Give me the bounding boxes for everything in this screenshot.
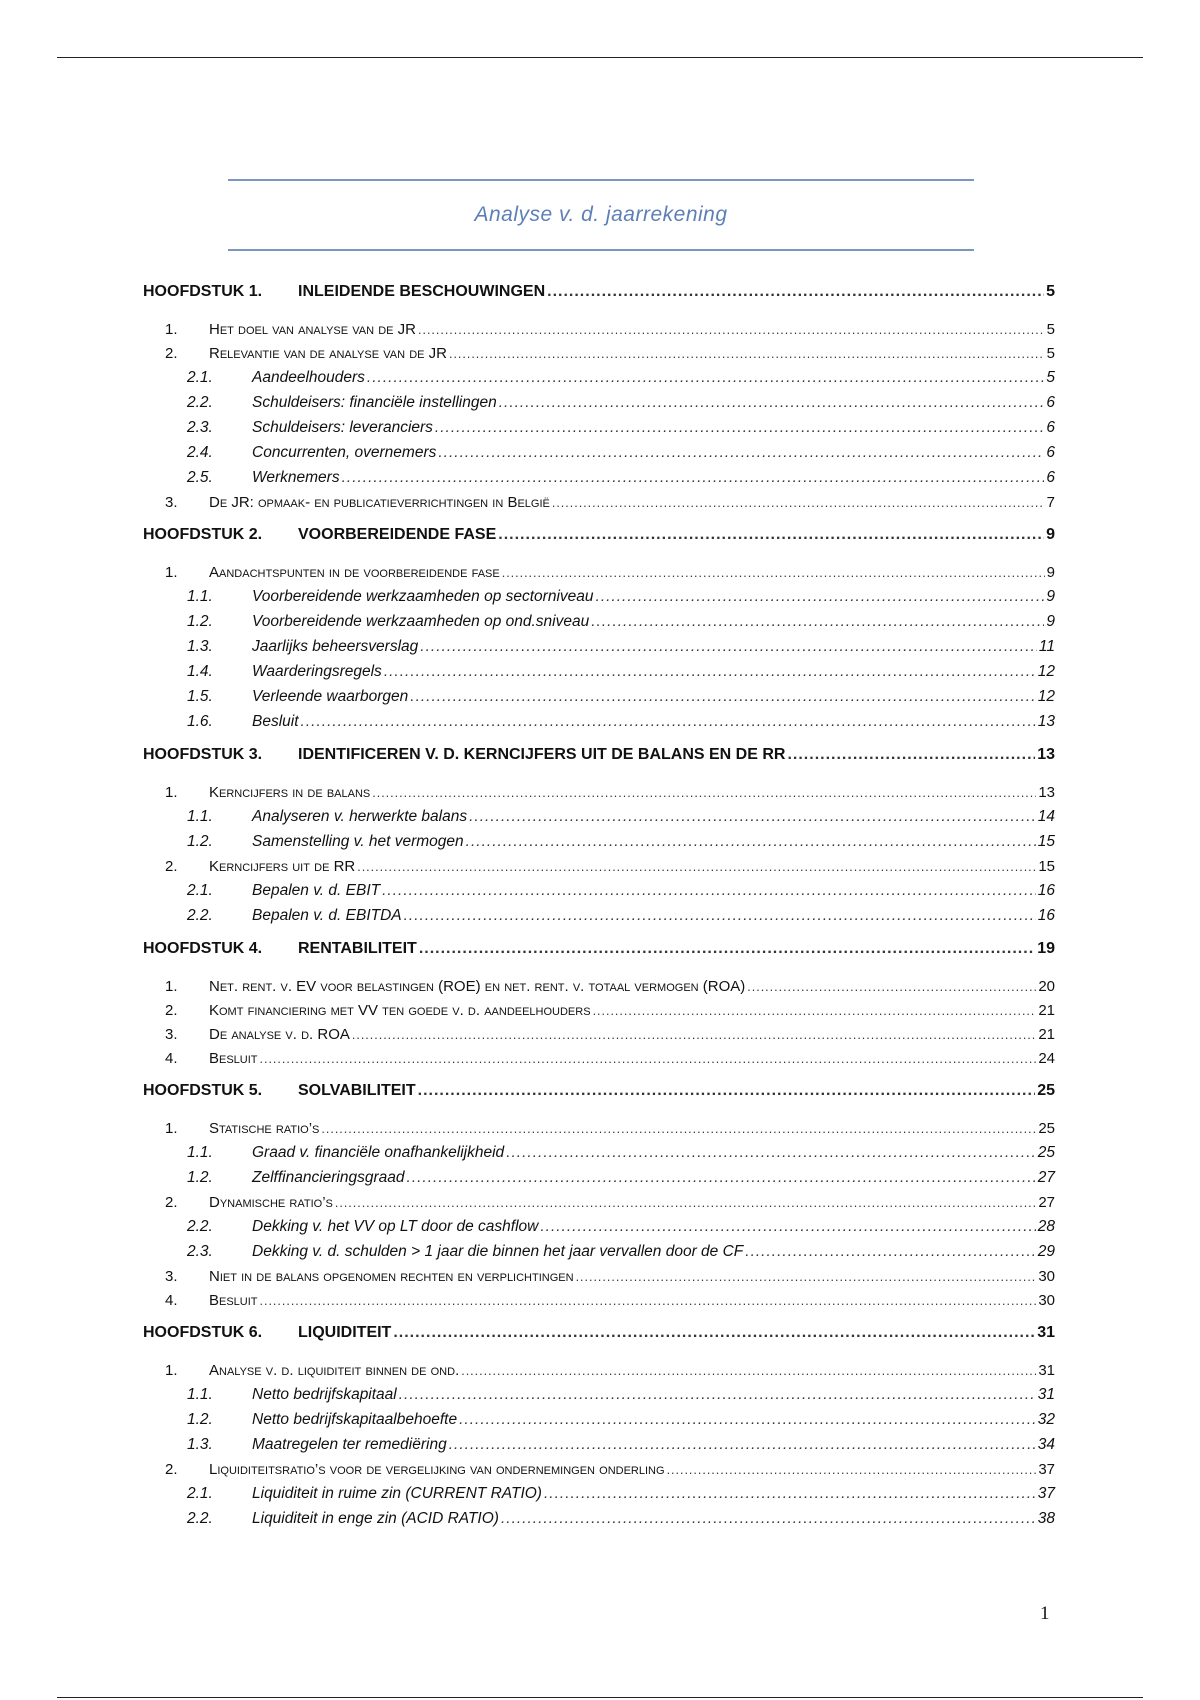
- dot-leader: [420, 638, 1037, 656]
- toc-entry-page: 31: [1037, 1386, 1055, 1403]
- toc-entry-page: 15: [1037, 833, 1055, 850]
- toc-entry-number: 2.: [165, 858, 178, 875]
- toc-entry-page: 9: [1046, 588, 1055, 605]
- toc-entry-page: 7: [1046, 494, 1055, 511]
- toc-entry-page: 5: [1046, 321, 1055, 338]
- dot-leader: [321, 1122, 1036, 1136]
- toc-entry-number: HOOFDSTUK 2.: [143, 526, 263, 543]
- dot-leader: [576, 1270, 1037, 1284]
- toc-entry-title: Werknemers: [252, 469, 340, 486]
- page-number: 1: [1040, 1603, 1050, 1624]
- dot-leader: [449, 347, 1045, 361]
- toc-entry-number: 3.: [165, 494, 178, 511]
- toc-entry-title: Concurrenten, overnemers: [252, 444, 437, 461]
- dot-leader: [499, 394, 1045, 412]
- toc-entry-title: Graad v. financiële onafhankelijkheid: [252, 1144, 505, 1161]
- toc-entry-page: 31: [1037, 1324, 1055, 1341]
- toc-section-entry[interactable]: [143, 1218, 1055, 1243]
- toc-entry-number: 2.1.: [187, 369, 213, 386]
- dot-leader: [502, 566, 1045, 580]
- toc-entry-number: 4.: [165, 1050, 178, 1067]
- toc-entry-page: 9: [1046, 564, 1055, 581]
- toc-entry-page: 6: [1046, 394, 1055, 411]
- dot-leader: [418, 1082, 1036, 1100]
- toc-entry-page: 30: [1038, 1268, 1055, 1285]
- toc-entry-page: 15: [1038, 858, 1055, 875]
- toc-entry-number: 3.: [165, 1268, 178, 1285]
- dot-leader: [787, 746, 1035, 764]
- toc-entry-page: 25: [1037, 1082, 1055, 1099]
- toc-entry-page: 19: [1037, 940, 1055, 957]
- toc-entry-title: Netto bedrijfskapitaal: [252, 1386, 397, 1403]
- toc-entry-number: 1.4.: [187, 663, 213, 680]
- toc-entry-title: Het doel van analyse van de JR: [209, 321, 416, 338]
- dot-leader: [399, 1386, 1036, 1404]
- toc-section-entry[interactable]: [143, 638, 1055, 663]
- toc-entry-page: 6: [1046, 469, 1055, 486]
- dot-leader: [367, 369, 1044, 387]
- toc-section-entry[interactable]: [143, 419, 1055, 444]
- toc-entry-title: Besluit: [209, 1050, 258, 1067]
- toc-entry-title: INLEIDENDE BESCHOUWINGEN: [298, 283, 546, 300]
- toc-entry-page: 5: [1046, 345, 1055, 362]
- toc-entry-number: 2.: [165, 1461, 178, 1478]
- document-title: Analyse v. d. jaarrekening: [474, 203, 728, 226]
- toc-entry-number: 1.3.: [187, 638, 213, 655]
- toc-entry-title: De JR: opmaak- en publicatieverrichtingen in België: [209, 494, 550, 511]
- dot-leader: [352, 1028, 1036, 1042]
- toc-entry-page: 6: [1046, 419, 1055, 436]
- dot-leader: [372, 786, 1036, 800]
- dot-leader: [591, 613, 1044, 631]
- toc-entry-title: Dynamische ratio’s: [209, 1194, 333, 1211]
- dot-leader: [745, 1243, 1035, 1261]
- toc-chapter-entry[interactable]: [143, 1324, 1055, 1354]
- dot-leader: [438, 444, 1044, 462]
- dot-leader: [459, 1411, 1036, 1429]
- toc-entry-title: Liquiditeit in enge zin (ACID RATIO): [252, 1510, 499, 1527]
- toc-entry-number: 2.2.: [187, 1218, 213, 1235]
- toc-chapter-entry[interactable]: [143, 940, 1055, 970]
- toc-entry-number: 1.2.: [187, 833, 213, 850]
- dot-leader: [410, 688, 1035, 706]
- toc-entry-page: 30: [1038, 1292, 1055, 1309]
- dot-leader: [449, 1436, 1036, 1454]
- toc-entry-number: HOOFDSTUK 5.: [143, 1082, 263, 1099]
- toc-section-entry[interactable]: [143, 1362, 1055, 1386]
- toc-entry-title: Maatregelen ter remediëring: [252, 1436, 447, 1453]
- toc-entry-title: Aandeelhouders: [252, 369, 365, 386]
- toc-entry-page: 21: [1038, 1002, 1055, 1019]
- dot-leader: [593, 1004, 1037, 1018]
- dot-leader: [335, 1196, 1036, 1210]
- toc-section-entry[interactable]: [143, 1050, 1055, 1074]
- toc-entry-number: 1.: [165, 564, 178, 581]
- toc-entry-title: Schuldeisers: financiële instellingen: [252, 394, 497, 411]
- toc-entry-number: 2.4.: [187, 444, 213, 461]
- toc-section-entry[interactable]: [143, 1485, 1055, 1510]
- toc-entry-title: Bepalen v. d. EBIT: [252, 882, 381, 899]
- dot-leader: [747, 980, 1036, 994]
- toc-entry-number: 1.1.: [187, 808, 213, 825]
- toc-section-entry[interactable]: [143, 1510, 1055, 1535]
- toc-entry-page: 20: [1038, 978, 1055, 995]
- toc-section-entry[interactable]: [143, 1411, 1055, 1436]
- toc-entry-number: HOOFDSTUK 6.: [143, 1324, 263, 1341]
- toc-entry-title: Dekking v. d. schulden > 1 jaar die binnen het jaar vervallen door de CF: [252, 1243, 744, 1260]
- dot-leader: [260, 1052, 1037, 1066]
- toc-entry-title: Aandachtspunten in de voorbereidende fase: [209, 564, 500, 581]
- toc-entry-page: 29: [1037, 1243, 1055, 1260]
- dot-leader: [260, 1294, 1037, 1308]
- dot-leader: [469, 808, 1036, 826]
- toc-entry-number: 1.2.: [187, 613, 213, 630]
- dot-leader: [544, 1485, 1036, 1503]
- toc-section-entry[interactable]: [143, 882, 1055, 907]
- toc-section-entry[interactable]: [143, 1002, 1055, 1026]
- toc-entry-number: 2.: [165, 345, 178, 362]
- toc-entry-number: 2.: [165, 1002, 178, 1019]
- dot-leader: [466, 833, 1036, 851]
- toc-section-entry[interactable]: [143, 321, 1055, 345]
- toc-entry-page: 37: [1038, 1461, 1055, 1478]
- toc-entry-title: Komt financiering met VV ten goede v. d. aandeelhouders: [209, 1002, 591, 1019]
- toc-section-entry[interactable]: [143, 808, 1055, 833]
- dot-leader: [540, 1218, 1035, 1236]
- toc-entry-title: De analyse v. d. ROA: [209, 1026, 350, 1043]
- toc-entry-page: 6: [1046, 444, 1055, 461]
- toc-entry-number: 2.3.: [187, 1243, 213, 1260]
- toc-entry-page: 16: [1037, 882, 1055, 899]
- toc-entry-page: 38: [1037, 1510, 1055, 1527]
- toc-entry-title: Bepalen v. d. EBITDA: [252, 907, 402, 924]
- toc-entry-page: 31: [1038, 1362, 1055, 1379]
- toc-entry-title: Samenstelling v. het vermogen: [252, 833, 464, 850]
- toc-chapter-entry[interactable]: [143, 1082, 1055, 1112]
- toc-entry-page: 37: [1037, 1485, 1055, 1502]
- toc-entry-title: Voorbereidende werkzaamheden op ond.sniveau: [252, 613, 590, 630]
- toc-entry-number: 1.: [165, 978, 178, 995]
- toc-entry-number: 4.: [165, 1292, 178, 1309]
- title-block: [228, 179, 974, 251]
- dot-leader: [384, 663, 1036, 681]
- toc-entry-title: Analyse v. d. liquiditeit binnen de ond.: [209, 1362, 460, 1379]
- dot-leader: [357, 860, 1036, 874]
- toc-section-entry[interactable]: [143, 1169, 1055, 1194]
- toc-section-entry[interactable]: [143, 978, 1055, 1002]
- toc-entry-number: 1.2.: [187, 1411, 213, 1428]
- toc-section-entry[interactable]: [143, 663, 1055, 688]
- toc-section-entry[interactable]: [143, 345, 1055, 369]
- dot-leader: [552, 496, 1045, 510]
- toc-entry-title: Relevantie van de analyse van de JR: [209, 345, 447, 362]
- toc-chapter-entry[interactable]: [143, 746, 1055, 776]
- toc-entry-title: Verleende waarborgen: [252, 688, 409, 705]
- toc-section-entry[interactable]: [143, 444, 1055, 469]
- toc-entry-page: 16: [1037, 907, 1055, 924]
- toc-section-entry[interactable]: [143, 1026, 1055, 1050]
- toc-entry-page: 11: [1038, 638, 1055, 655]
- dot-leader: [461, 1364, 1036, 1378]
- toc-section-entry[interactable]: [143, 588, 1055, 613]
- toc-entry-number: 2.: [165, 1194, 178, 1211]
- toc-entry-page: 25: [1037, 1144, 1055, 1161]
- toc-entry-title: Statische ratio’s: [209, 1120, 320, 1137]
- toc-entry-number: 1.2.: [187, 1169, 213, 1186]
- dot-leader: [547, 283, 1044, 301]
- toc-entry-title: Schuldeisers: leveranciers: [252, 419, 433, 436]
- dot-leader: [382, 882, 1036, 900]
- toc-entry-page: 25: [1038, 1120, 1055, 1137]
- toc-entry-page: 32: [1037, 1411, 1055, 1428]
- toc-entry-title: Niet in de balans opgenomen rechten en verplichtingen: [209, 1268, 574, 1285]
- toc-entry-title: RENTABILITEIT: [298, 940, 417, 957]
- toc-entry-number: 1.: [165, 321, 178, 338]
- toc-entry-number: 1.: [165, 1362, 178, 1379]
- toc-section-entry[interactable]: [143, 494, 1055, 518]
- toc-entry-page: 5: [1046, 283, 1055, 300]
- toc-entry-title: Analyseren v. herwerkte balans: [252, 808, 468, 825]
- toc-entry-page: 13: [1037, 713, 1055, 730]
- toc-section-entry[interactable]: [143, 688, 1055, 713]
- toc-section-entry[interactable]: [143, 369, 1055, 394]
- toc-entry-number: HOOFDSTUK 1.: [143, 283, 263, 300]
- toc-entry-title: Voorbereidende werkzaamheden op sectorniveau: [252, 588, 594, 605]
- toc-entry-title: Besluit: [209, 1292, 258, 1309]
- toc-entry-title: Kerncijfers uit de RR: [209, 858, 356, 875]
- toc-chapter-entry[interactable]: [143, 526, 1055, 556]
- toc-entry-title: SOLVABILITEIT: [298, 1082, 416, 1099]
- toc-entry-page: 14: [1037, 808, 1055, 825]
- dot-leader: [501, 1510, 1036, 1528]
- toc-entry-number: 2.2.: [187, 907, 213, 924]
- toc-entry-page: 12: [1037, 663, 1055, 680]
- dot-leader: [393, 1324, 1035, 1342]
- toc-entry-title: Dekking v. het VV op LT door de cashflow: [252, 1218, 539, 1235]
- toc-section-entry[interactable]: [143, 1268, 1055, 1292]
- toc-section-entry[interactable]: [143, 784, 1055, 808]
- toc-section-entry[interactable]: [143, 833, 1055, 858]
- toc-section-entry[interactable]: [143, 613, 1055, 638]
- toc-entry-number: HOOFDSTUK 4.: [143, 940, 263, 957]
- toc-entry-title: Jaarlijks beheersverslag: [252, 638, 419, 655]
- toc-entry-number: 2.1.: [187, 882, 213, 899]
- header-rule: [57, 57, 1143, 58]
- toc-section-entry[interactable]: [143, 1461, 1055, 1485]
- toc-section-entry[interactable]: [143, 1386, 1055, 1411]
- dot-leader: [435, 419, 1044, 437]
- toc-entry-title: LIQUIDITEIT: [298, 1324, 392, 1341]
- toc-entry-title: Kerncijfers in de balans: [209, 784, 371, 801]
- toc-entry-title: IDENTIFICEREN V. D. KERNCIJFERS UIT DE BALANS EN DE RR: [298, 746, 786, 763]
- toc-entry-number: 2.3.: [187, 419, 213, 436]
- toc-entry-page: 27: [1038, 1194, 1055, 1211]
- dot-leader: [596, 588, 1045, 606]
- toc-entry-title: Liquiditeitsratio’s voor de vergelijking van ondernemingen onderling: [209, 1461, 665, 1478]
- toc-entry-page: 5: [1046, 369, 1055, 386]
- toc-chapter-entry[interactable]: [143, 283, 1055, 313]
- footer-rule: [57, 1697, 1143, 1698]
- toc-entry-number: HOOFDSTUK 3.: [143, 746, 263, 763]
- dot-leader: [667, 1463, 1037, 1477]
- dot-leader: [407, 1169, 1036, 1187]
- dot-leader: [498, 526, 1044, 544]
- toc-section-entry[interactable]: [143, 1243, 1055, 1268]
- toc-entry-number: 1.: [165, 784, 178, 801]
- toc-entry-title: Zelffinancieringsgraad: [252, 1169, 405, 1186]
- toc-entry-page: 13: [1037, 746, 1055, 763]
- toc-entry-title: Netto bedrijfskapitaalbehoefte: [252, 1411, 458, 1428]
- toc-entry-number: 2.2.: [187, 1510, 213, 1527]
- toc-entry-number: 2.1.: [187, 1485, 213, 1502]
- toc-entry-page: 9: [1046, 526, 1055, 543]
- dot-leader: [404, 907, 1036, 925]
- toc-entry-title: Liquiditeit in ruime zin (CURRENT RATIO): [252, 1485, 542, 1502]
- toc-entry-page: 24: [1038, 1050, 1055, 1067]
- toc-section-entry[interactable]: [143, 1436, 1055, 1461]
- toc-section-entry[interactable]: [143, 564, 1055, 588]
- dot-leader: [418, 323, 1045, 337]
- toc-section-entry[interactable]: [143, 1292, 1055, 1316]
- toc-section-entry[interactable]: [143, 394, 1055, 419]
- toc-section-entry[interactable]: [143, 469, 1055, 494]
- toc-entry-page: 12: [1037, 688, 1055, 705]
- dot-leader: [342, 469, 1045, 487]
- toc-entry-number: 1.5.: [187, 688, 213, 705]
- toc-section-entry[interactable]: [143, 907, 1055, 932]
- toc-entry-page: 28: [1037, 1218, 1055, 1235]
- dot-leader: [301, 713, 1036, 731]
- toc-entry-number: 1.: [165, 1120, 178, 1137]
- title-rule-bottom: [228, 249, 974, 251]
- toc-entry-number: 1.1.: [187, 1144, 213, 1161]
- toc-entry-title: Besluit: [252, 713, 299, 730]
- toc-entry-page: 34: [1037, 1436, 1055, 1453]
- toc-entry-number: 1.1.: [187, 588, 213, 605]
- toc-entry-page: 27: [1037, 1169, 1055, 1186]
- toc-entry-number: 1.3.: [187, 1436, 213, 1453]
- dot-leader: [506, 1144, 1036, 1162]
- toc-section-entry[interactable]: [143, 1194, 1055, 1218]
- toc-entry-title: VOORBEREIDENDE FASE: [298, 526, 497, 543]
- table-of-contents: [143, 283, 1055, 1535]
- toc-entry-title: Net. rent. v. EV voor belastingen (ROE) en net. rent. v. totaal vermogen (ROA): [209, 978, 746, 995]
- toc-entry-page: 13: [1038, 784, 1055, 801]
- toc-entry-number: 2.2.: [187, 394, 213, 411]
- toc-entry-page: 9: [1046, 613, 1055, 630]
- dot-leader: [419, 940, 1035, 958]
- toc-entry-number: 1.6.: [187, 713, 213, 730]
- toc-entry-number: 1.1.: [187, 1386, 213, 1403]
- toc-entry-number: 3.: [165, 1026, 178, 1043]
- toc-entry-number: 2.5.: [187, 469, 213, 486]
- toc-section-entry[interactable]: [143, 1120, 1055, 1144]
- toc-entry-title: Waarderingsregels: [252, 663, 382, 680]
- toc-section-entry[interactable]: [143, 858, 1055, 882]
- toc-section-entry[interactable]: [143, 1144, 1055, 1169]
- toc-section-entry[interactable]: [143, 713, 1055, 738]
- toc-entry-page: 21: [1038, 1026, 1055, 1043]
